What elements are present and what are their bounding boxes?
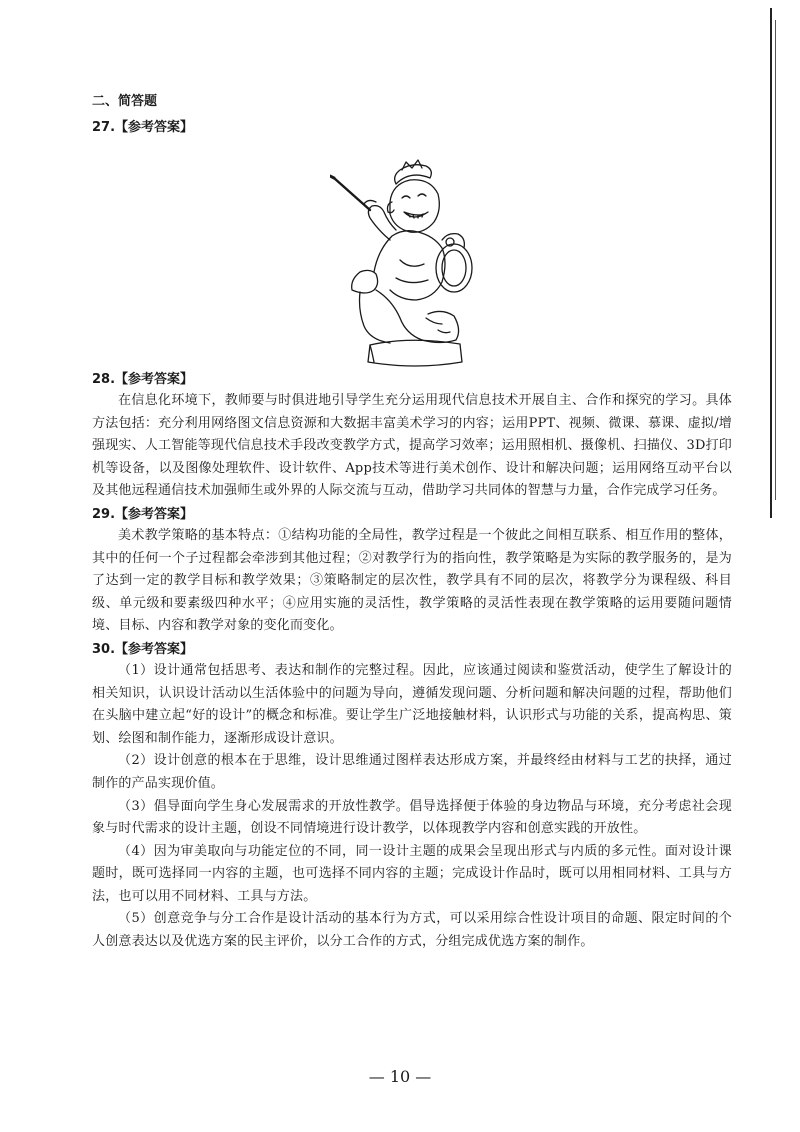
- q30-point-1: （1）设计通常包括思考、表达和制作的完整过程。因此，应该通过阅读和鉴赏活动，使学生了解设计的相关知识，认识设计活动以生活体验中的问题为导向，遵循发现问题、分析问题和解决问题的过程，帮助他们在头脑中建立起“好的设计”的概念和标准。要让学生广泛地接触材料，认识形式与功能的关系，提高构思、策划、绘图和制作能力，逐渐形成设计意识。: [92, 662, 732, 746]
- q30-title: 30.【参考答案】: [92, 641, 194, 657]
- q28-answer-text: 在信息化环境下，教师要与时俱进地引导学生充分运用现代信息技术开展自主、合作和探究的学习。具体方法包括：充分利用网络图文信息资源和大数据丰富美术学习的内容；运用PPT、视频、微课、慕课、虚拟/增强现实、人工智能等现代信息技术手段改变教学方式，提高学习效率；运用照相机、摄像机、扫描仪、3D打印机等设备，以及图像处理软件、设计软件、App技术等进行美术创作、设计和解决问题；运用网络互动平台以及其他远程通信技术加强师生或外界的人际交流与互动，借助学习共同体的智慧与力量，合作完成学习任务。: [92, 393, 732, 499]
- q27-title: 27.【参考答案】: [92, 120, 194, 135]
- section-heading: 二、简答题: [92, 94, 158, 109]
- drummer-figure-illustration: [330, 140, 490, 370]
- q28-title: 28.【参考答案】: [92, 372, 194, 387]
- q30-point-3: （3）倡导面向学生身心发展需求的开放性教学。倡导选择便于体验的身边物品与环境，充分考虑社会现象与时代需求的设计主题，创设不同情境进行设计教学，以体现教学内容和创意实践的开放性。: [92, 798, 732, 837]
- q30-point-4: （4）因为审美取向与功能定位的不同，同一设计主题的成果会呈现出形式与内质的多元性。面对设计课题时，既可选择同一内容的主题，也可选择不同内容的主题；完成设计作品时，既可以用相同材料、工具与方法，也可以用不同材料、工具与方法。: [92, 843, 732, 904]
- q29-title: 29.【参考答案】: [92, 506, 194, 522]
- answers-body: [92, 370, 732, 954]
- page-number: — 10 —: [368, 1067, 432, 1086]
- scan-edge-line-secondary: [775, 20, 776, 500]
- q29-answer-text: 美术教学策略的基本特点：①结构功能的全局性，教学过程是一个彼此之间相互联系、相互作用的整体，其中的任何一个子过程都会牵涉到其他过程；②对教学行为的指向性，教学策略是为实际的教学服务的，是为了达到一定的教学目标和教学效果；③策略制定的层次性，教学具有不同的层次，将教学分为课程级、科目级、单元级和要素级四种水平；④应用实施的灵活性，教学策略的灵活性表现在教学策略的运用要随问题情境、目标、内容和教学对象的变化而变化。: [92, 527, 732, 634]
- q30-point-5: （5）创意竞争与分工合作是设计活动的基本行为方式，可以采用综合性设计项目的命题、限定时间的个人创意表达以及优选方案的民主评价，以分工合作的方式，分组完成优选方案的制作。: [92, 911, 732, 950]
- q30-point-2: （2）设计创意的根本在于思维，设计思维通过图样表达形成方案，并最终经由材料与工艺的抉择，通过制作的产品实现价值。: [92, 753, 732, 791]
- document-page: [92, 92, 732, 950]
- scan-edge-line: [770, 8, 772, 518]
